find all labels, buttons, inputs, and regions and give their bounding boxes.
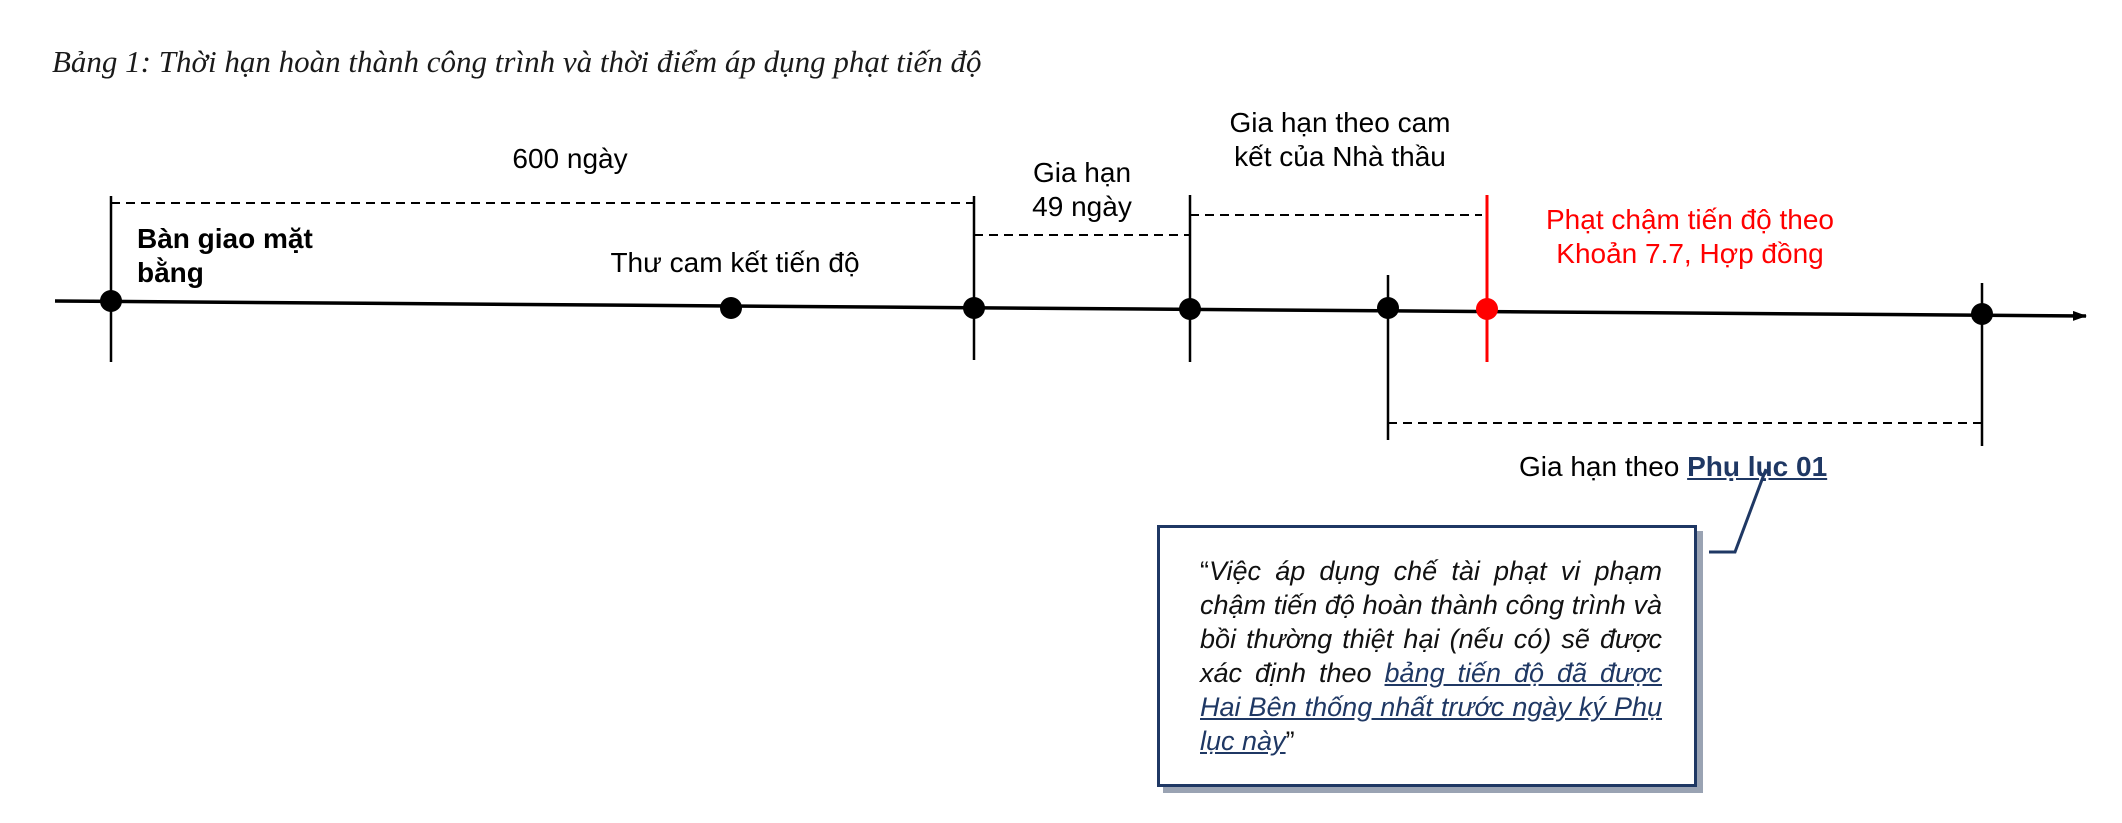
quote-text	[1200, 554, 1662, 758]
point-penalty	[1476, 298, 1498, 320]
quote-close-mark: ”	[1285, 726, 1295, 756]
label-600-days: 600 ngày	[512, 143, 628, 174]
point-contractor-extension	[1377, 297, 1399, 319]
quote-box	[1157, 525, 1697, 787]
label-handover	[137, 222, 377, 290]
label-penalty-line2: Khoản 7.7, Hợp đồng	[1556, 238, 1824, 269]
label-contractor-extension	[1190, 106, 1490, 174]
label-contractor-extension-line1: Gia hạn theo cam	[1229, 107, 1451, 138]
point-handover	[100, 290, 122, 312]
point-commitment-letter	[720, 297, 742, 319]
label-extension-49-line1: Gia hạn	[1032, 157, 1132, 188]
appendix-01-link[interactable]: Phụ lục 01	[1687, 451, 1828, 482]
label-extension-49-line2: 49 ngày	[1032, 191, 1132, 222]
label-penalty-line1: Phạt chậm tiến độ theo	[1546, 204, 1834, 235]
point-end	[1971, 303, 1993, 325]
label-commitment-letter: Thư cam kết tiến độ	[610, 247, 860, 278]
label-extension-49	[982, 156, 1182, 224]
label-penalty	[1490, 203, 1890, 271]
timeline-axis	[55, 301, 2086, 316]
quote-body: Việc áp dụng chế tài phạt vi phạm chậm tiến độ hoàn thành công trình và bồi thường thiệt hại (nếu có) sẽ được xác định theo	[1200, 556, 1662, 688]
quote-open-mark: “	[1200, 556, 1209, 586]
diagram-caption: Bảng 1: Thời hạn hoàn thành công trình và thời điểm áp dụng phạt tiến độ	[52, 44, 982, 79]
label-appendix	[1519, 450, 1827, 484]
point-49-days	[1179, 298, 1201, 320]
label-contractor-extension-line2: kết của Nhà thầu	[1234, 141, 1446, 172]
quote-schedule-link[interactable]: bảng tiến độ đã được Hai Bên thống nhất trước ngày ký Phụ lục này	[1200, 658, 1662, 756]
label-appendix-prefix: Gia hạn theo	[1519, 451, 1688, 482]
point-600-days	[963, 297, 985, 319]
label-handover-text: Bàn giao mặt bằng	[137, 223, 313, 288]
